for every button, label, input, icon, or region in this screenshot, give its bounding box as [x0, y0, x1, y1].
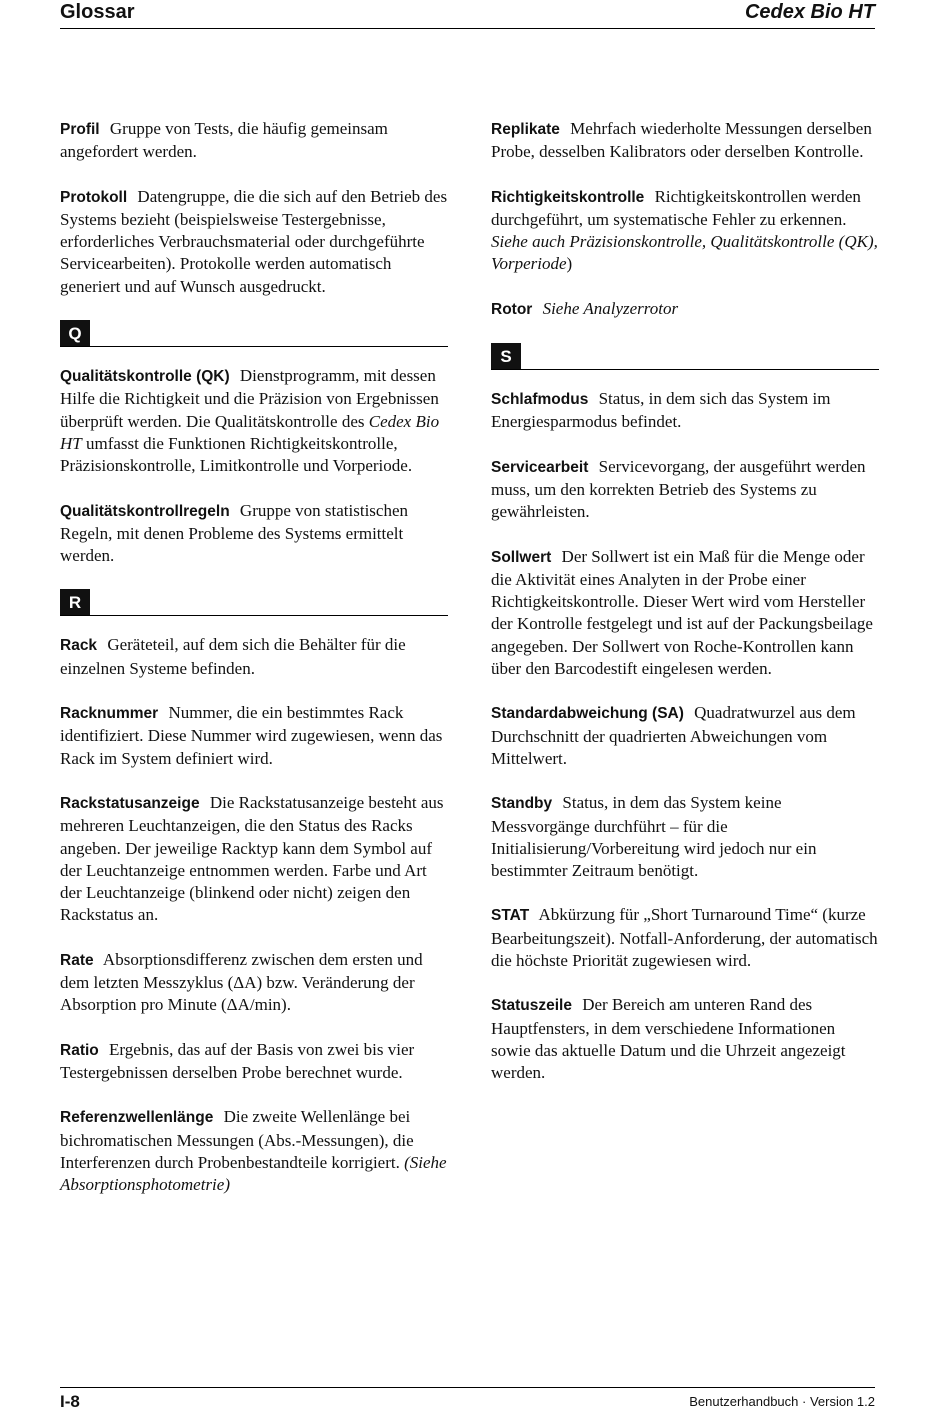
def-standardabweichung: Quadratwurzel aus dem Durchschnitt der quadrierten Abweichungen vom Mittelwert. [491, 703, 856, 768]
term-protokoll: Protokoll [60, 188, 128, 206]
header-product: Cedex Bio HT [744, 1, 875, 23]
term-rotor: Rotor [491, 300, 533, 318]
def-servicearbeit: Servicevorgang, der ausgeführt werden muss, um den korrekten Betrieb des Systems zu gewährleisten. [491, 456, 866, 522]
term-rack: Rack [60, 637, 98, 655]
term-rate: Rate [60, 951, 94, 969]
def-statuszeile: Der Bereich am unteren Rand des Hauptfensters, in dem verschiedene Informationen sowie das aktuelle Datum und die Uhrzeit angezeigt werden. [491, 995, 846, 1083]
header-title: Glossar [60, 1, 135, 23]
section-letter-s [491, 343, 879, 370]
entry-standardabweichung [491, 702, 879, 770]
def-referenzwellenlaenge: Die zweite Wellenlänge bei bichromatischen Messungen (Abs.-Messungen), die Interferenzen durch Probenbestandteile korrigiert. [60, 1107, 414, 1172]
def-qualitaetskontrolle-b: umfasst die Funktionen Richtigkeitskontrolle, Präzisionskontrolle, Limitkontrolle und Vorperiode. [60, 433, 413, 476]
entry-qualitaetskontrollregeln [60, 500, 448, 568]
term-qualitaetskontrollregeln: Qualitätskontrollregeln [60, 502, 230, 520]
term-statuszeile: Statuszeile [491, 997, 572, 1015]
section-letter-q [60, 320, 448, 347]
def-stat: Abkürzung für „Short Turnaround Time“ (kurze Bearbeitungszeit). Notfall-Anforderung, der automatisch die höchste Priorität zugewiesen wird. [491, 905, 878, 971]
def-ratio: Ergebnis, das auf der Basis von zwei bis vier Testergebnissen derselben Probe berechnet wurde. [60, 1039, 415, 1082]
see-also-richtigkeitskontrolle: Siehe auch Präzisionskontrolle, Qualitätskontrolle (QK), Vorperiode [491, 232, 878, 274]
term-richtigkeitskontrolle: Richtigkeitskontrolle [491, 188, 645, 206]
def-standby: Status, in dem das System keine Messvorgänge durchführt – für die Initialisierung/Vorbereitung wird jedoch nur ein bestimmter Zeitraum benötigt. [491, 793, 817, 881]
entry-rackstatusanzeige [60, 792, 448, 927]
right-column [491, 118, 879, 1107]
def-rackstatusanzeige: Die Rackstatusanzeige besteht aus mehreren Leuchtanzeigen, die den Status des Racks angeben. Der jeweilige Racktyp kann dem Symbol auf der Leuchtanzeige entnommen werden. Farbe und Art der Leuchtanzeige (blinkend oder nicht) zeigen den Rackstatus an. [60, 792, 444, 925]
def-qualitaetskontrolle-product: Cedex Bio HT [60, 411, 440, 453]
entry-referenzwellenlaenge [60, 1106, 448, 1196]
entry-statuszeile [491, 994, 879, 1084]
section-letter-r [60, 589, 448, 616]
entry-schlafmodus [491, 388, 879, 434]
page-header [60, 0, 875, 29]
term-sollwert: Sollwert [491, 548, 552, 566]
term-qualitaetskontrolle: Qualitätskontrolle (QK) [60, 368, 230, 386]
entry-replikate [491, 118, 879, 164]
left-column [60, 118, 448, 1218]
term-rackstatusanzeige: Rackstatusanzeige [60, 794, 200, 812]
entry-protokoll [60, 186, 448, 298]
def-racknummer: Nummer, die ein bestimmtes Rack identifiziert. Diese Nummer wird zugewiesen, wenn das Rack im System definiert wird. [60, 703, 443, 768]
def-profil: Gruppe von Tests, die häufig gemeinsam angefordert werden. [60, 119, 388, 162]
def-qualitaetskontrolle-a: Dienstprogramm, mit dessen Hilfe die Richtigkeit und die Präzision von Ergebnissen überprüft werden. Die Qualitätskontrolle des [60, 366, 439, 431]
entry-qualitaetskontrolle [60, 365, 448, 477]
term-standby: Standby [491, 795, 553, 813]
entry-rack [60, 634, 448, 680]
term-standardabweichung: Standardabweichung (SA) [491, 705, 684, 723]
term-schlafmodus: Schlafmodus [491, 391, 589, 409]
entry-standby [491, 792, 879, 882]
letter-q: Q [60, 320, 90, 346]
entry-stat [491, 904, 879, 972]
see-absorptionsphotometrie: (Siehe Absorptionsphotometrie) [60, 1152, 447, 1195]
entry-sollwert [491, 546, 879, 681]
term-referenzwellenlaenge: Referenzwellenlänge [60, 1109, 214, 1127]
document-version: Benutzerhandbuch · Version 1.2 [689, 1394, 875, 1409]
term-replikate: Replikate [491, 121, 560, 138]
term-servicearbeit: Servicearbeit [491, 458, 589, 476]
entry-rate [60, 949, 448, 1017]
term-profil: Profil [60, 121, 100, 138]
def-replikate: Mehrfach wiederholte Messungen derselben Probe, desselben Kalibrators oder derselben Kontrolle. [491, 119, 872, 162]
def-sollwert: Der Sollwert ist ein Maß für die Menge oder die Aktivität eines Analyten in der Probe einer Richtigkeitskontrolle. Dieser Wert wird vom Hersteller der Kontrolle festgelegt und ist auf der Packungsbeilage angegeben. Der Sollwert von Roche-Kontrollen kann über den Barcodestift eingelesen werden. [491, 546, 873, 679]
def-rack: Geräteteil, auf dem sich die Behälter für die einzelnen Systeme befinden. [60, 635, 406, 678]
def-qualitaetskontrollregeln: Gruppe von statistischen Regeln, mit denen Probleme des Systems ermittelt werden. [60, 500, 409, 566]
entry-ratio [60, 1039, 448, 1085]
entry-servicearbeit [491, 456, 879, 524]
page-number: I-8 [60, 1392, 80, 1411]
letter-r: R [60, 589, 90, 615]
term-ratio: Ratio [60, 1041, 99, 1059]
def-richtigkeitskontrolle: Richtigkeitskontrollen werden durchgeführt, um systematische Fehler zu erkennen. [491, 186, 861, 229]
def-schlafmodus: Status, in dem sich das System im Energiesparmodus befindet. [491, 389, 831, 432]
def-protokoll: Datengruppe, die die sich auf den Betrieb des Systems bezieht (beispielsweise Testergebnisse, erforderliches Verbrauchsmaterial oder durchgeführte Servicearbeiten). Protokolle werden automatisch generiert und auf Wunsch ausgedruckt. [60, 186, 448, 296]
page-footer [60, 1387, 875, 1416]
letter-s: S [491, 343, 521, 369]
term-stat: STAT [491, 907, 530, 925]
close-paren: ) [566, 254, 573, 274]
entry-richtigkeitskontrolle [491, 186, 879, 276]
entry-rotor [491, 298, 879, 321]
term-racknummer: Racknummer [60, 705, 159, 723]
def-rate: Absorptionsdifferenz zwischen dem ersten und dem letzten Messzyklus (ΔA) bzw. Veränderung der Absorption pro Minute (ΔA/min). [60, 949, 423, 1015]
see-analyzerrotor: Siehe Analyzerrotor [542, 298, 679, 318]
entry-racknummer [60, 702, 448, 770]
entry-profil [60, 118, 448, 164]
